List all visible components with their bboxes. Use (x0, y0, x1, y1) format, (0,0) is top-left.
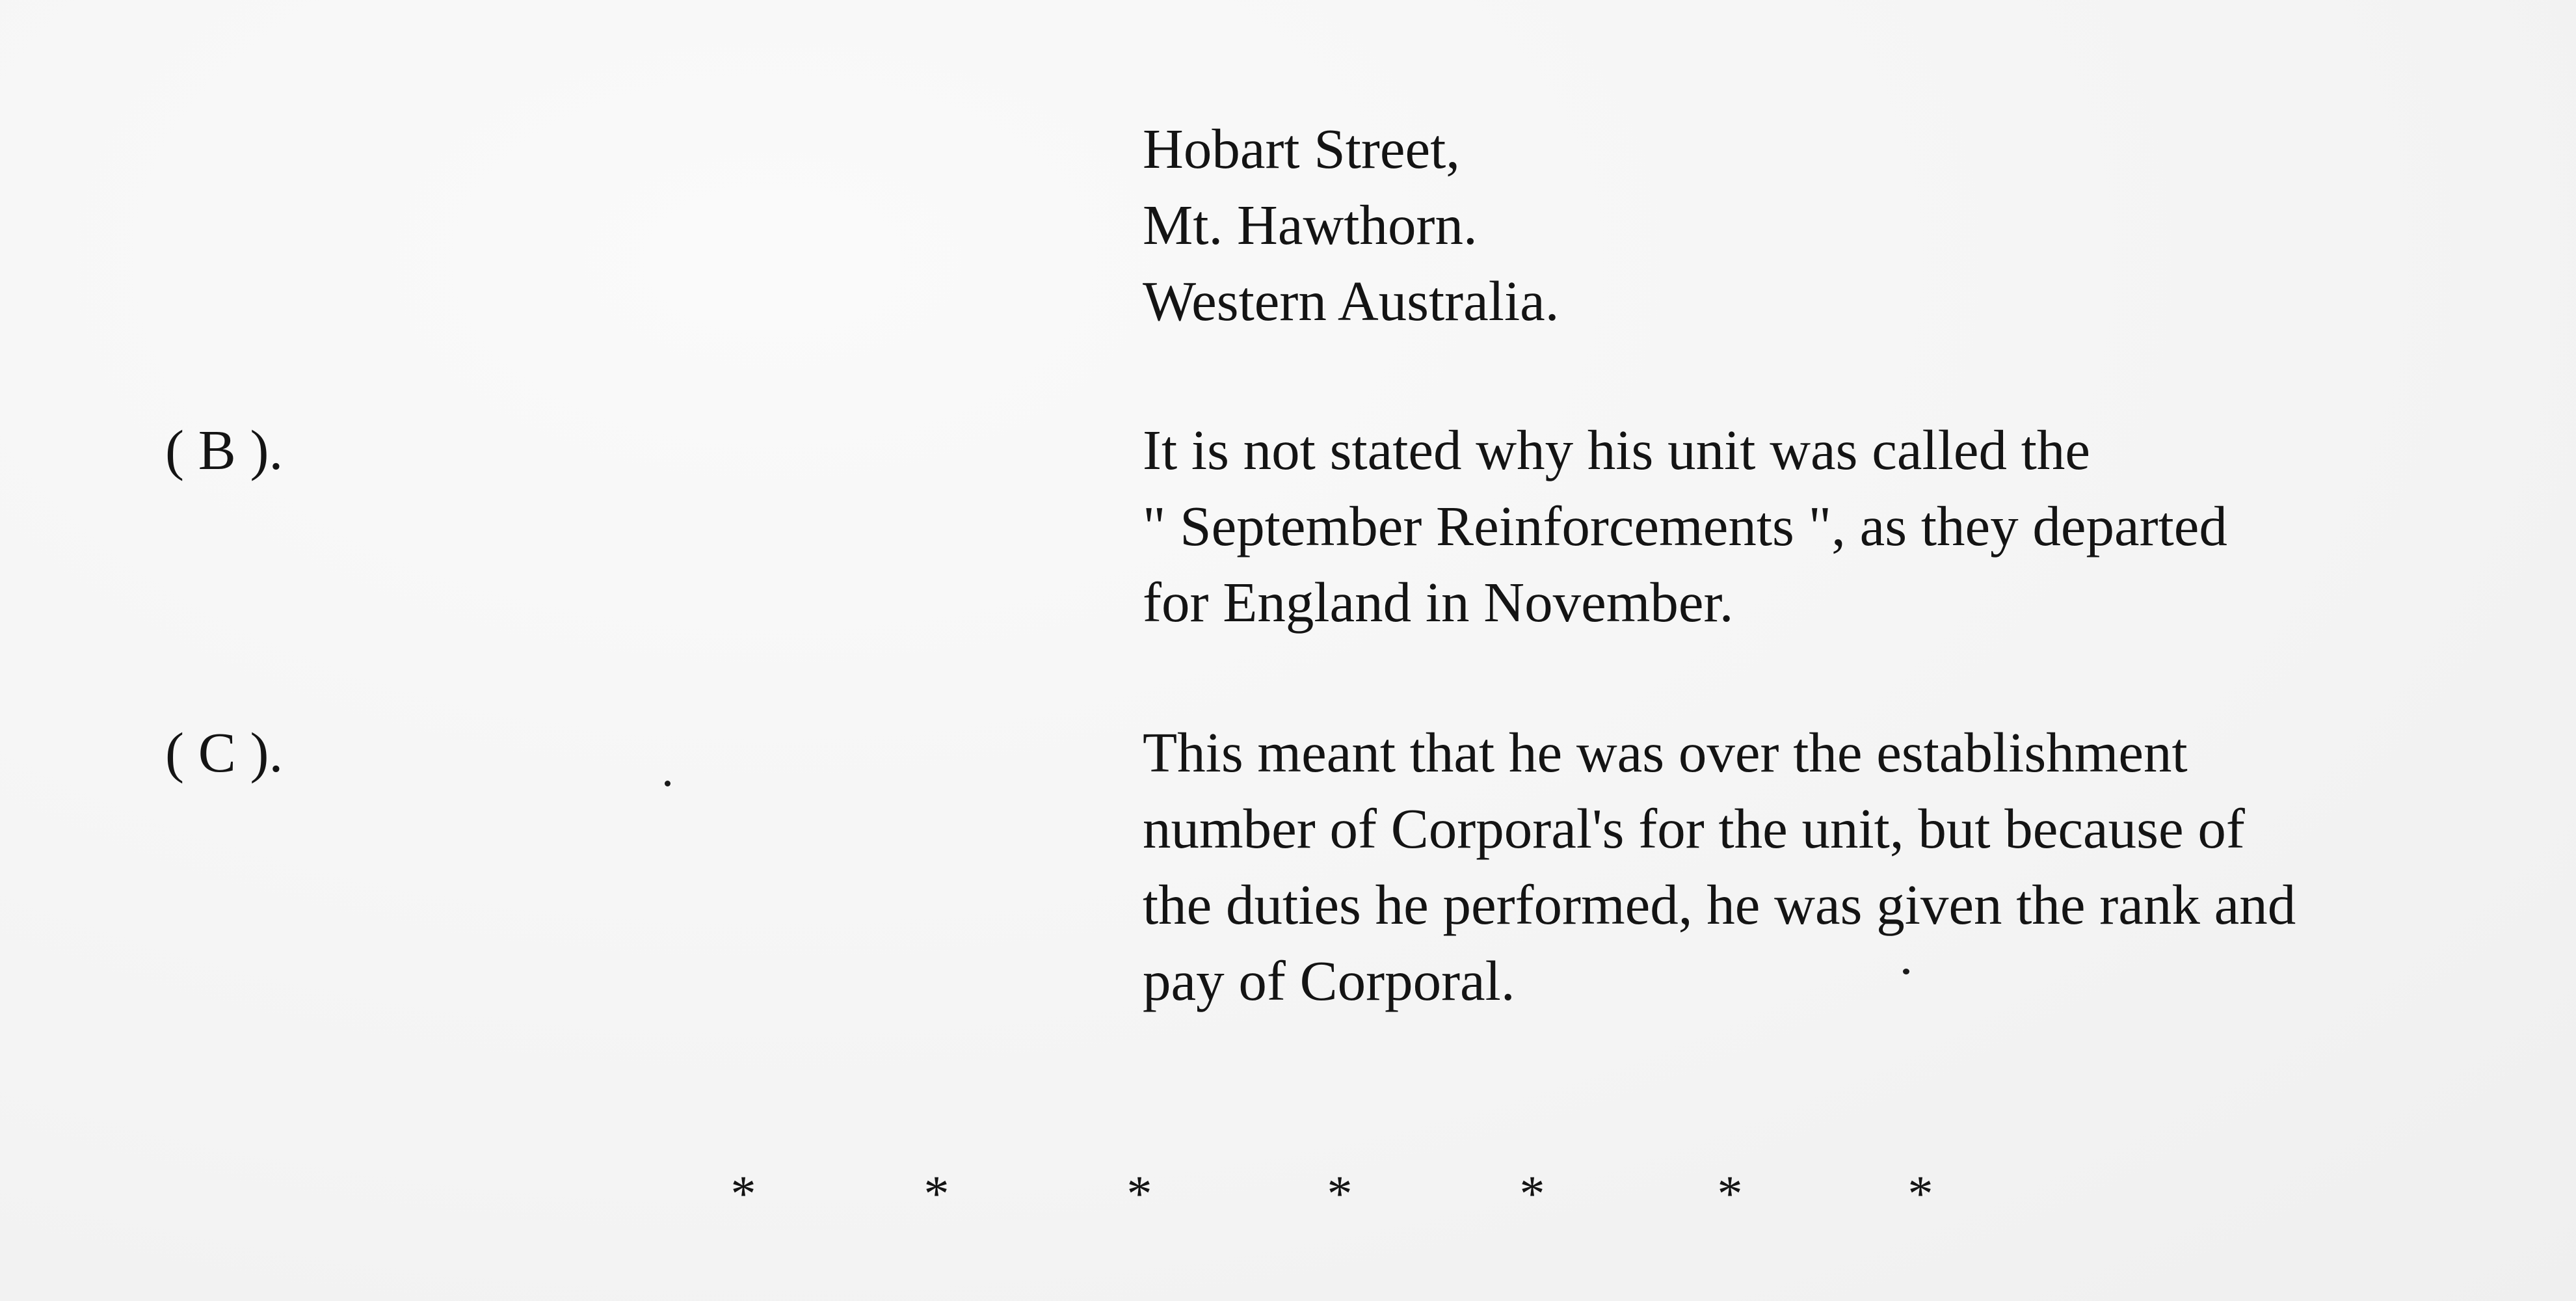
note-c-line: the duties he performed, he was given the rank and (1143, 873, 2296, 936)
note-c-line: pay of Corporal. (1143, 949, 1515, 1012)
address-line-state: Western Australia. (1143, 269, 1560, 332)
separator-star: * (1907, 1165, 1933, 1222)
separator-star: * (923, 1165, 949, 1222)
note-b-line: It is not stated why his unit was called the (1143, 418, 2090, 481)
address-block (1143, 111, 1559, 339)
note-c-line: This meant that he was over the establishment (1143, 721, 2188, 784)
note-c-label: ( C ). (165, 721, 284, 784)
address-line-street: Hobart Street, (1143, 117, 1461, 180)
separator-star: * (1126, 1165, 1152, 1222)
separator-star: * (730, 1165, 756, 1222)
note-b-line: " September Reinforcements ", as they departed (1143, 494, 2227, 557)
address-line-suburb: Mt. Hawthorn. (1143, 193, 1478, 256)
separator-star: * (1519, 1165, 1545, 1222)
note-b-text (1143, 412, 2541, 640)
separator-star: * (1327, 1165, 1353, 1222)
separator-star: * (1717, 1165, 1743, 1222)
section-separator (0, 1164, 2576, 1223)
note-c-text (1143, 714, 2541, 1019)
scan-speck (665, 781, 671, 786)
scan-speck (1903, 969, 1909, 974)
note-b-label: ( B ). (165, 418, 284, 481)
note-b-line: for England in November. (1143, 570, 1734, 634)
note-c-line: number of Corporal's for the unit, but because of (1143, 797, 2245, 860)
